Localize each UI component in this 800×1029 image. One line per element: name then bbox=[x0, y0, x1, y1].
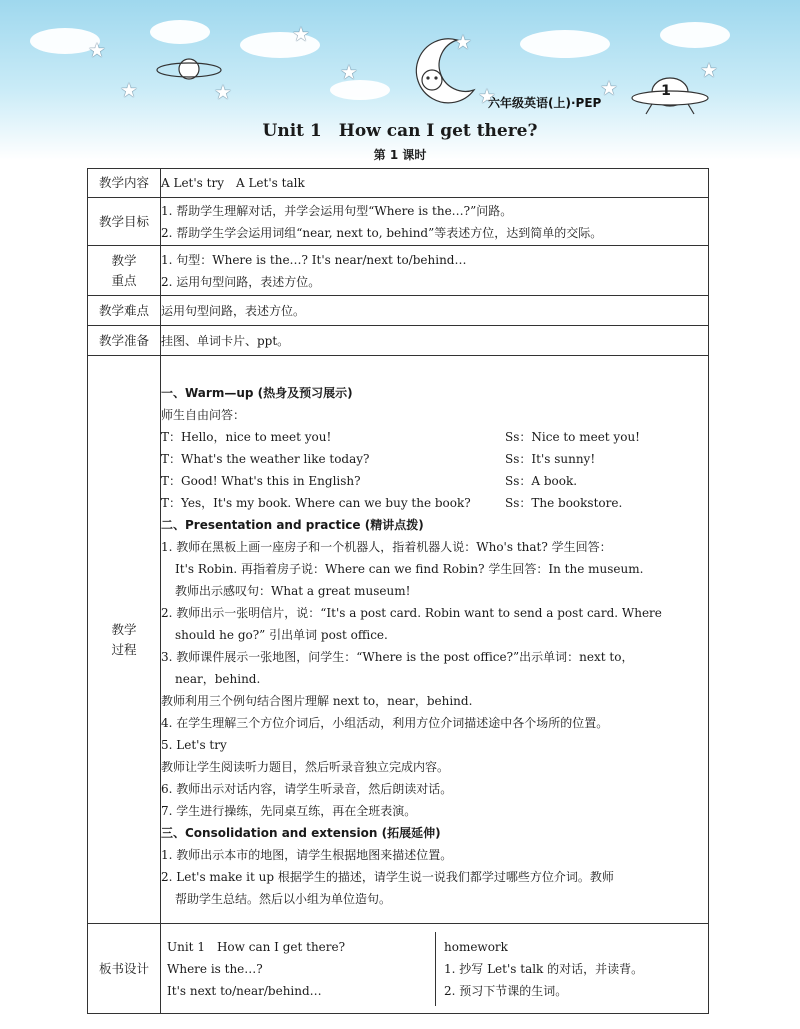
step-line: 2. 教师出示一张明信片，说：“It's a post card. Robin want to send a post card. Where bbox=[161, 605, 662, 620]
dialog-row bbox=[161, 492, 708, 514]
star-icon: ★ bbox=[292, 22, 310, 46]
students-line: Ss：Nice to meet you! bbox=[505, 429, 640, 444]
dialog-row bbox=[161, 470, 708, 492]
value-process bbox=[161, 356, 709, 924]
row-process bbox=[88, 356, 709, 924]
row-content bbox=[88, 169, 709, 198]
board-left bbox=[161, 932, 436, 1006]
star-icon: ★ bbox=[120, 78, 138, 102]
label-preparation: 教学准备 bbox=[88, 326, 161, 356]
value-content: A Let's try A Let's talk bbox=[161, 169, 709, 198]
step-line: 教师出示感叹句：What a great museum! bbox=[175, 583, 411, 598]
label-board: 板书设计 bbox=[88, 924, 161, 1014]
board-split bbox=[161, 932, 708, 1006]
star-icon: ★ bbox=[454, 30, 472, 54]
board-line: Where is the…? bbox=[167, 961, 263, 976]
step-line: 教师让学生阅读听力题目，然后听录音独立完成内容。 bbox=[161, 759, 450, 774]
goal-line: 1. 帮助学生理解对话，并学会运用句型“Where is the…?”问路。 bbox=[161, 203, 513, 218]
row-preparation bbox=[88, 326, 709, 356]
lesson-plan-table bbox=[87, 168, 709, 1014]
key-point-line: 1. 句型：Where is the…? It's near/next to/behind… bbox=[161, 252, 467, 267]
step-line: 6. 教师出示对话内容，请学生听录音，然后朗读对话。 bbox=[161, 781, 453, 796]
lesson-period: 第 1 课时 bbox=[373, 148, 427, 162]
step-line: It's Robin. 再指着房子说：Where can we find Robin? 学生回答：In the museum. bbox=[175, 561, 644, 576]
value-difficulty: 运用句型问路，表述方位。 bbox=[161, 296, 709, 326]
star-icon: ★ bbox=[600, 76, 618, 100]
label-process-line2: 过程 bbox=[111, 641, 137, 657]
label-key-points bbox=[88, 246, 161, 296]
board-line: It's next to/near/behind… bbox=[167, 983, 322, 998]
teacher-line: T：Hello，nice to meet you! bbox=[161, 429, 332, 444]
page-number: 1 bbox=[661, 83, 671, 99]
row-board bbox=[88, 924, 709, 1014]
step-line: should he go?” 引出单词 post office. bbox=[175, 627, 388, 642]
step-line: 7. 学生进行操练，先同桌互练，再在全班表演。 bbox=[161, 803, 417, 818]
label-key-points-line1: 教学 bbox=[111, 252, 137, 268]
value-preparation: 挂图、单词卡片、ppt。 bbox=[161, 326, 709, 356]
cloud-decoration bbox=[520, 30, 610, 58]
key-point-line: 2. 运用句型问路，表述方位。 bbox=[161, 274, 321, 289]
students-line: Ss：A book. bbox=[505, 473, 578, 488]
label-content: 教学内容 bbox=[88, 169, 161, 198]
homework-title: homework bbox=[444, 939, 508, 954]
star-icon: ★ bbox=[700, 58, 718, 82]
dialog-row bbox=[161, 426, 708, 448]
students-line: Ss：The bookstore. bbox=[505, 495, 623, 510]
section-presentation: 二、Presentation and practice (精讲点拨) bbox=[161, 517, 424, 532]
star-icon: ★ bbox=[88, 38, 106, 62]
goal-line: 2. 帮助学生学会运用词组“near, next to, behind”等表述方位，达到简单的交际。 bbox=[161, 225, 603, 240]
section-warmup: 一、Warm—up (热身及预习展示) bbox=[161, 385, 353, 400]
row-key-points bbox=[88, 246, 709, 296]
star-icon: ★ bbox=[214, 80, 232, 104]
cloud-decoration bbox=[660, 22, 730, 48]
step-line: 帮助学生总结。然后以小组为单位造句。 bbox=[175, 891, 392, 906]
planet-icon bbox=[154, 52, 224, 86]
label-process bbox=[88, 356, 161, 924]
cloud-decoration bbox=[330, 80, 390, 100]
grade-tag: 六年级英语(上)·PEP bbox=[488, 96, 602, 110]
cloud-decoration bbox=[150, 20, 210, 44]
teacher-line: T：What's the weather like today? bbox=[161, 451, 370, 466]
row-difficulty bbox=[88, 296, 709, 326]
students-line: Ss：It's sunny! bbox=[505, 451, 596, 466]
star-icon: ★ bbox=[478, 84, 496, 108]
board-line: Unit 1 How can I get there? bbox=[167, 939, 346, 954]
section-consolidation: 三、Consolidation and extension (拓展延伸) bbox=[161, 825, 441, 840]
step-line: 4. 在学生理解三个方位介词后，小组活动，利用方位介词描述途中各个场所的位置。 bbox=[161, 715, 609, 730]
teacher-line: T：Yes，It's my book. Where can we buy the book? bbox=[161, 495, 471, 510]
free-talk-intro: 师生自由问答： bbox=[161, 407, 246, 422]
homework-line: 2. 预习下节课的生词。 bbox=[444, 983, 568, 998]
label-difficulty: 教学难点 bbox=[88, 296, 161, 326]
label-goals: 教学目标 bbox=[88, 198, 161, 246]
label-key-points-line2: 重点 bbox=[111, 272, 137, 288]
teacher-line: T：Good! What's this in English? bbox=[161, 473, 361, 488]
homework-line: 1. 抄写 Let's talk 的对话，并读背。 bbox=[444, 961, 644, 976]
label-process-line1: 教学 bbox=[111, 621, 137, 637]
step-line: 1. 教师在黑板上画一座房子和一个机器人，指着机器人说：Who's that? 学生回答： bbox=[161, 539, 612, 554]
star-icon: ★ bbox=[340, 60, 358, 84]
value-goals bbox=[161, 198, 709, 246]
moon-mascot-icon bbox=[402, 34, 482, 106]
step-line: near，behind. bbox=[175, 671, 261, 686]
page-title: Unit 1 How can I get there? bbox=[262, 121, 538, 141]
step-line: 2. Let's make it up 根据学生的描述，请学生说一说我们都学过哪些方位介词。教师 bbox=[161, 869, 614, 884]
step-line: 1. 教师出示本市的地图，请学生根据地图来描述位置。 bbox=[161, 847, 453, 862]
value-board bbox=[161, 924, 709, 1014]
step-line: 3. 教师课件展示一张地图，问学生：“Where is the post office?”出示单词：next to， bbox=[161, 649, 634, 664]
step-line: 教师利用三个例句结合图片理解 next to，near，behind. bbox=[161, 693, 473, 708]
step-line: 5. Let's try bbox=[161, 737, 227, 752]
dialog-row bbox=[161, 448, 708, 470]
board-right bbox=[436, 932, 651, 1006]
row-goals bbox=[88, 198, 709, 246]
value-key-points bbox=[161, 246, 709, 296]
